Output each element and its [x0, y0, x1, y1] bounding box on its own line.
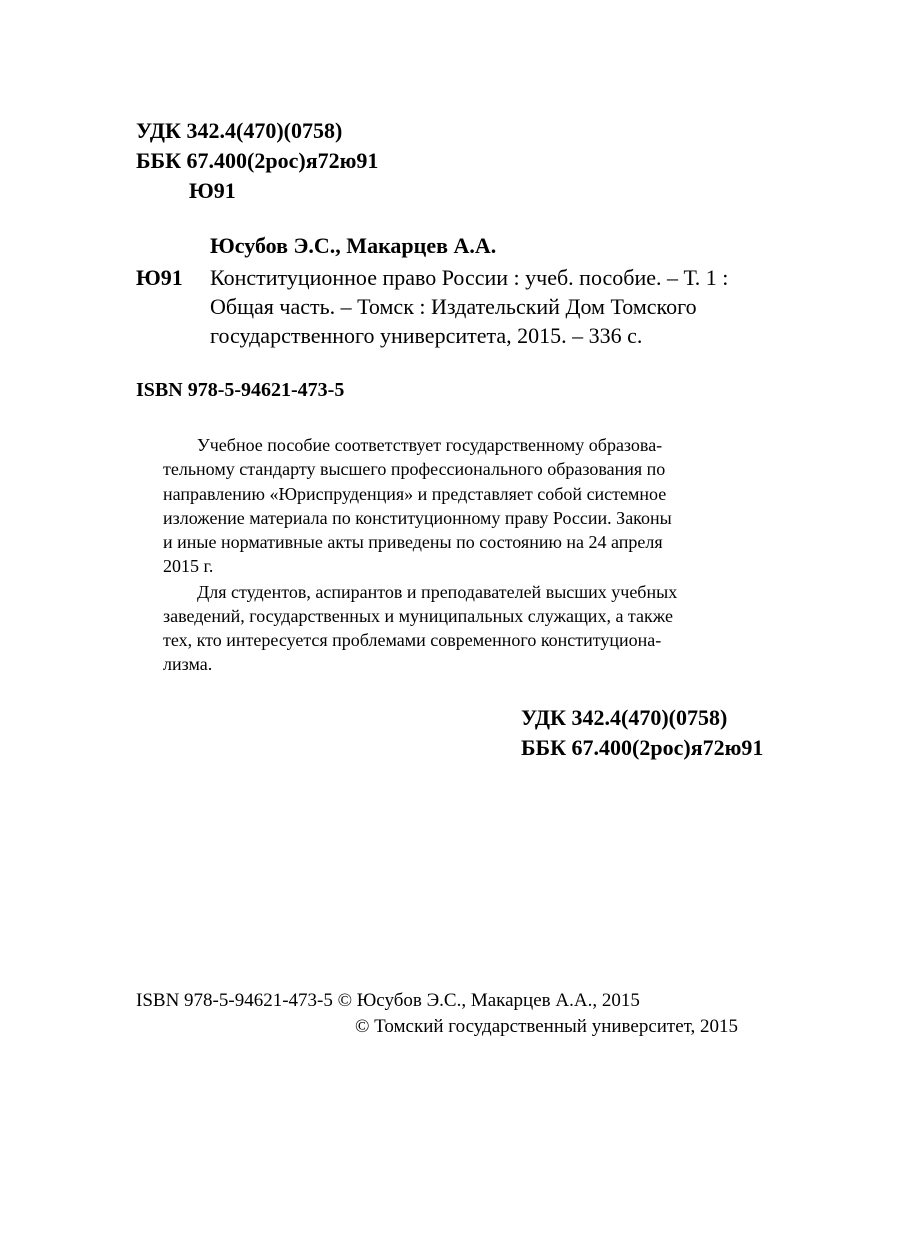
annotation-line: Для студентов, аспирантов и преподавателей высших учебных — [197, 582, 678, 602]
copyright-authors: ISBN 978-5-94621-473-5 © Юсубов Э.С., Макарцев А.А., 2015 — [136, 990, 640, 1011]
isbn: ISBN 978-5-94621-473-5 — [136, 379, 345, 401]
author-mark: Ю91 — [189, 178, 236, 203]
udk-code: УДК 342.4(470)(0758) — [136, 118, 343, 143]
annotation-line: заведений, государственных и муниципальных служащих, а также — [163, 606, 673, 626]
udk-code-bottom: УДК 342.4(470)(0758) — [521, 705, 728, 730]
bibliographic-line: Конституционное право России : учеб. пособие. – Т. 1 : — [210, 265, 729, 290]
annotation-line: лизма. — [163, 654, 213, 674]
annotation-line: тех, кто интересуется проблемами современного конституциона- — [163, 630, 662, 650]
author-mark-margin: Ю91 — [136, 265, 183, 290]
bibliographic-line: Общая часть. – Томск : Издательский Дом Томского — [210, 294, 697, 319]
copyright-university: © Томский государственный университет, 2015 — [355, 1016, 739, 1037]
authors: Юсубов Э.С., Макарцев А.А. — [210, 233, 497, 258]
annotation-line: изложение материала по конституционному праву России. Законы — [163, 508, 672, 528]
annotation-line: тельному стандарту высшего профессионального образования по — [163, 459, 666, 479]
annotation-line: и иные нормативные акты приведены по состоянию на 24 апреля — [163, 532, 663, 552]
annotation-line: 2015 г. — [163, 556, 214, 576]
annotation-line: направлению «Юриспруденция» и представляет собой системное — [163, 484, 667, 504]
bibliographic-line: государственного университета, 2015. – 336 с. — [210, 323, 643, 348]
annotation-line: Учебное пособие соответствует государственному образова- — [197, 435, 663, 455]
bbk-code: ББК 67.400(2рос)я72ю91 — [136, 148, 379, 173]
bbk-code-bottom: ББК 67.400(2рос)я72ю91 — [521, 735, 764, 760]
